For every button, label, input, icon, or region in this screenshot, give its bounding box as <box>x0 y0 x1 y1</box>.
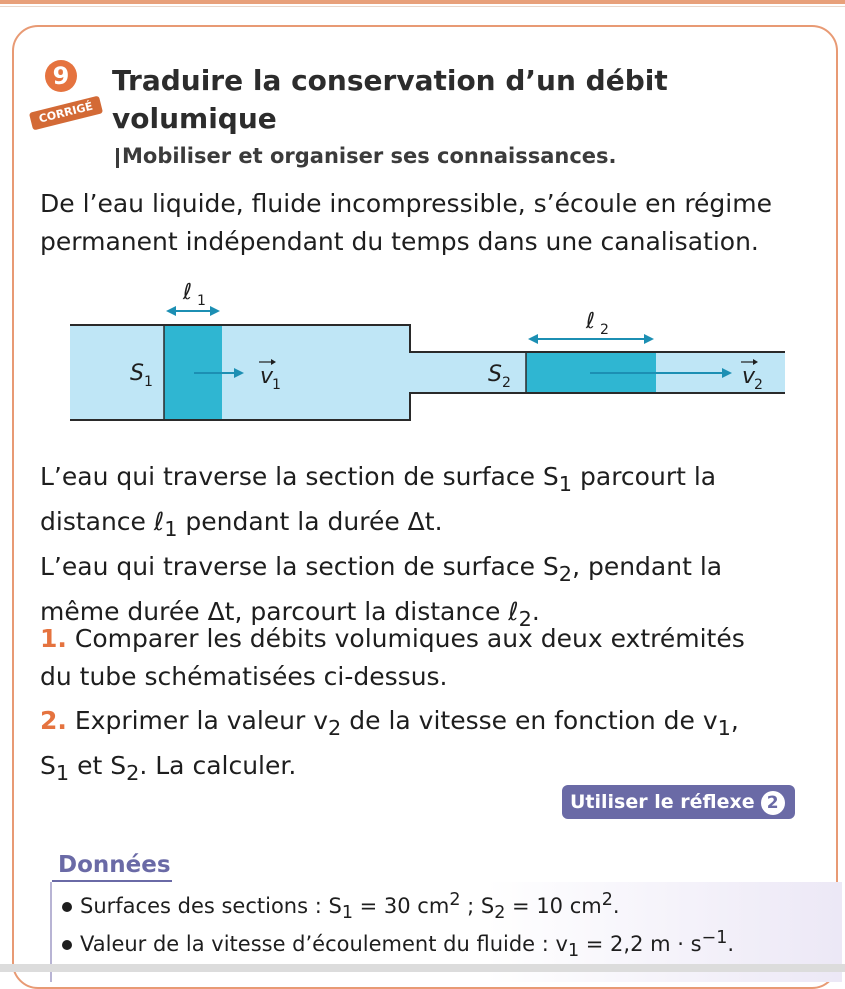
text-line-3: L’eau qui traverse la section de surface $S_2$, pendant la <box>40 552 723 586</box>
exercise-title <box>112 62 712 138</box>
pipe-diagram <box>60 275 800 435</box>
question-2-line-1: 2. Exprimer la valeur $v_2$ de la vitesse en fonction de $v_1$, <box>40 706 739 740</box>
donnees-item-1: Surfaces des sections : $S_1 = 30$ $cm^2$ ; $S_2 = 10$ $cm^2$. <box>80 890 620 924</box>
exercise-number: 9 <box>45 60 77 92</box>
intro-line-2: permanent indépendant du temps dans une canalisation. <box>40 227 759 256</box>
l1-arrow-head-left <box>166 306 176 316</box>
reflex-button[interactable] <box>562 785 795 819</box>
s1-label: S <box>130 361 144 386</box>
intro-line-1: De l’eau liquide, fluide incompressible, s’écoule en régime <box>40 189 772 218</box>
bottom-rule <box>0 964 845 972</box>
v2-label: v <box>742 364 756 389</box>
top-rule <box>0 0 845 4</box>
title-line-1: Traduire la conservation d’un débit <box>112 64 668 97</box>
s2-subscript: 2 <box>502 375 511 391</box>
title-line-2: volumique <box>112 102 277 135</box>
s1-subscript: 1 <box>144 374 153 390</box>
l1-arrow-head-right <box>210 306 220 316</box>
question-2 <box>40 702 815 792</box>
l1-label: ℓ <box>183 280 193 305</box>
bullet-icon <box>62 902 72 912</box>
question-2-line-2: $S_1$ et $S_2$. La calculer. <box>40 751 297 785</box>
intro-paragraph <box>40 185 815 261</box>
v1-subscript: 1 <box>272 377 281 393</box>
reflex-label: Utiliser le réflexe <box>570 791 755 813</box>
text-line-2: distance ℓ$_1$ pendant la durée Δt. <box>40 507 443 541</box>
reflex-number: 2 <box>761 791 785 815</box>
l1-subscript: 1 <box>197 293 206 309</box>
donnees-title: Données <box>58 852 171 878</box>
text-line-4: même durée Δt, parcourt la distance ℓ$_2$. <box>40 597 540 631</box>
s2-label: S <box>488 362 502 387</box>
question-1-line-2: du tube schématisées ci-dessus. <box>40 662 448 691</box>
text-paragraph <box>40 458 815 638</box>
subtitle-bar <box>116 148 119 168</box>
v2-subscript: 2 <box>754 377 763 393</box>
question-1-line-1: 1. Comparer les débits volumiques aux deux extrémités <box>40 624 745 653</box>
v1-label: v <box>260 364 274 389</box>
corrige-badge[interactable]: CORRIGÉ <box>29 96 103 131</box>
question-1 <box>40 620 815 696</box>
text-line-1: L’eau qui traverse la section de surface $S_1$ parcourt la <box>40 462 717 496</box>
donnees-item-2: Valeur de la vitesse d’écoulement du fluide : $v_1 = 2,2$ $m \cdot s^{-1}$. <box>80 928 735 962</box>
bullet-icon <box>62 940 72 950</box>
donnees-underline <box>52 880 172 882</box>
exercise-subtitle: Mobiliser et organiser ses connaissances. <box>122 144 617 168</box>
l2-label: ℓ <box>586 309 596 334</box>
l2-arrow-head-right <box>644 334 654 344</box>
l2-arrow-head-left <box>528 334 538 344</box>
l2-subscript: 2 <box>600 322 609 338</box>
top-rule-thin <box>0 6 845 7</box>
